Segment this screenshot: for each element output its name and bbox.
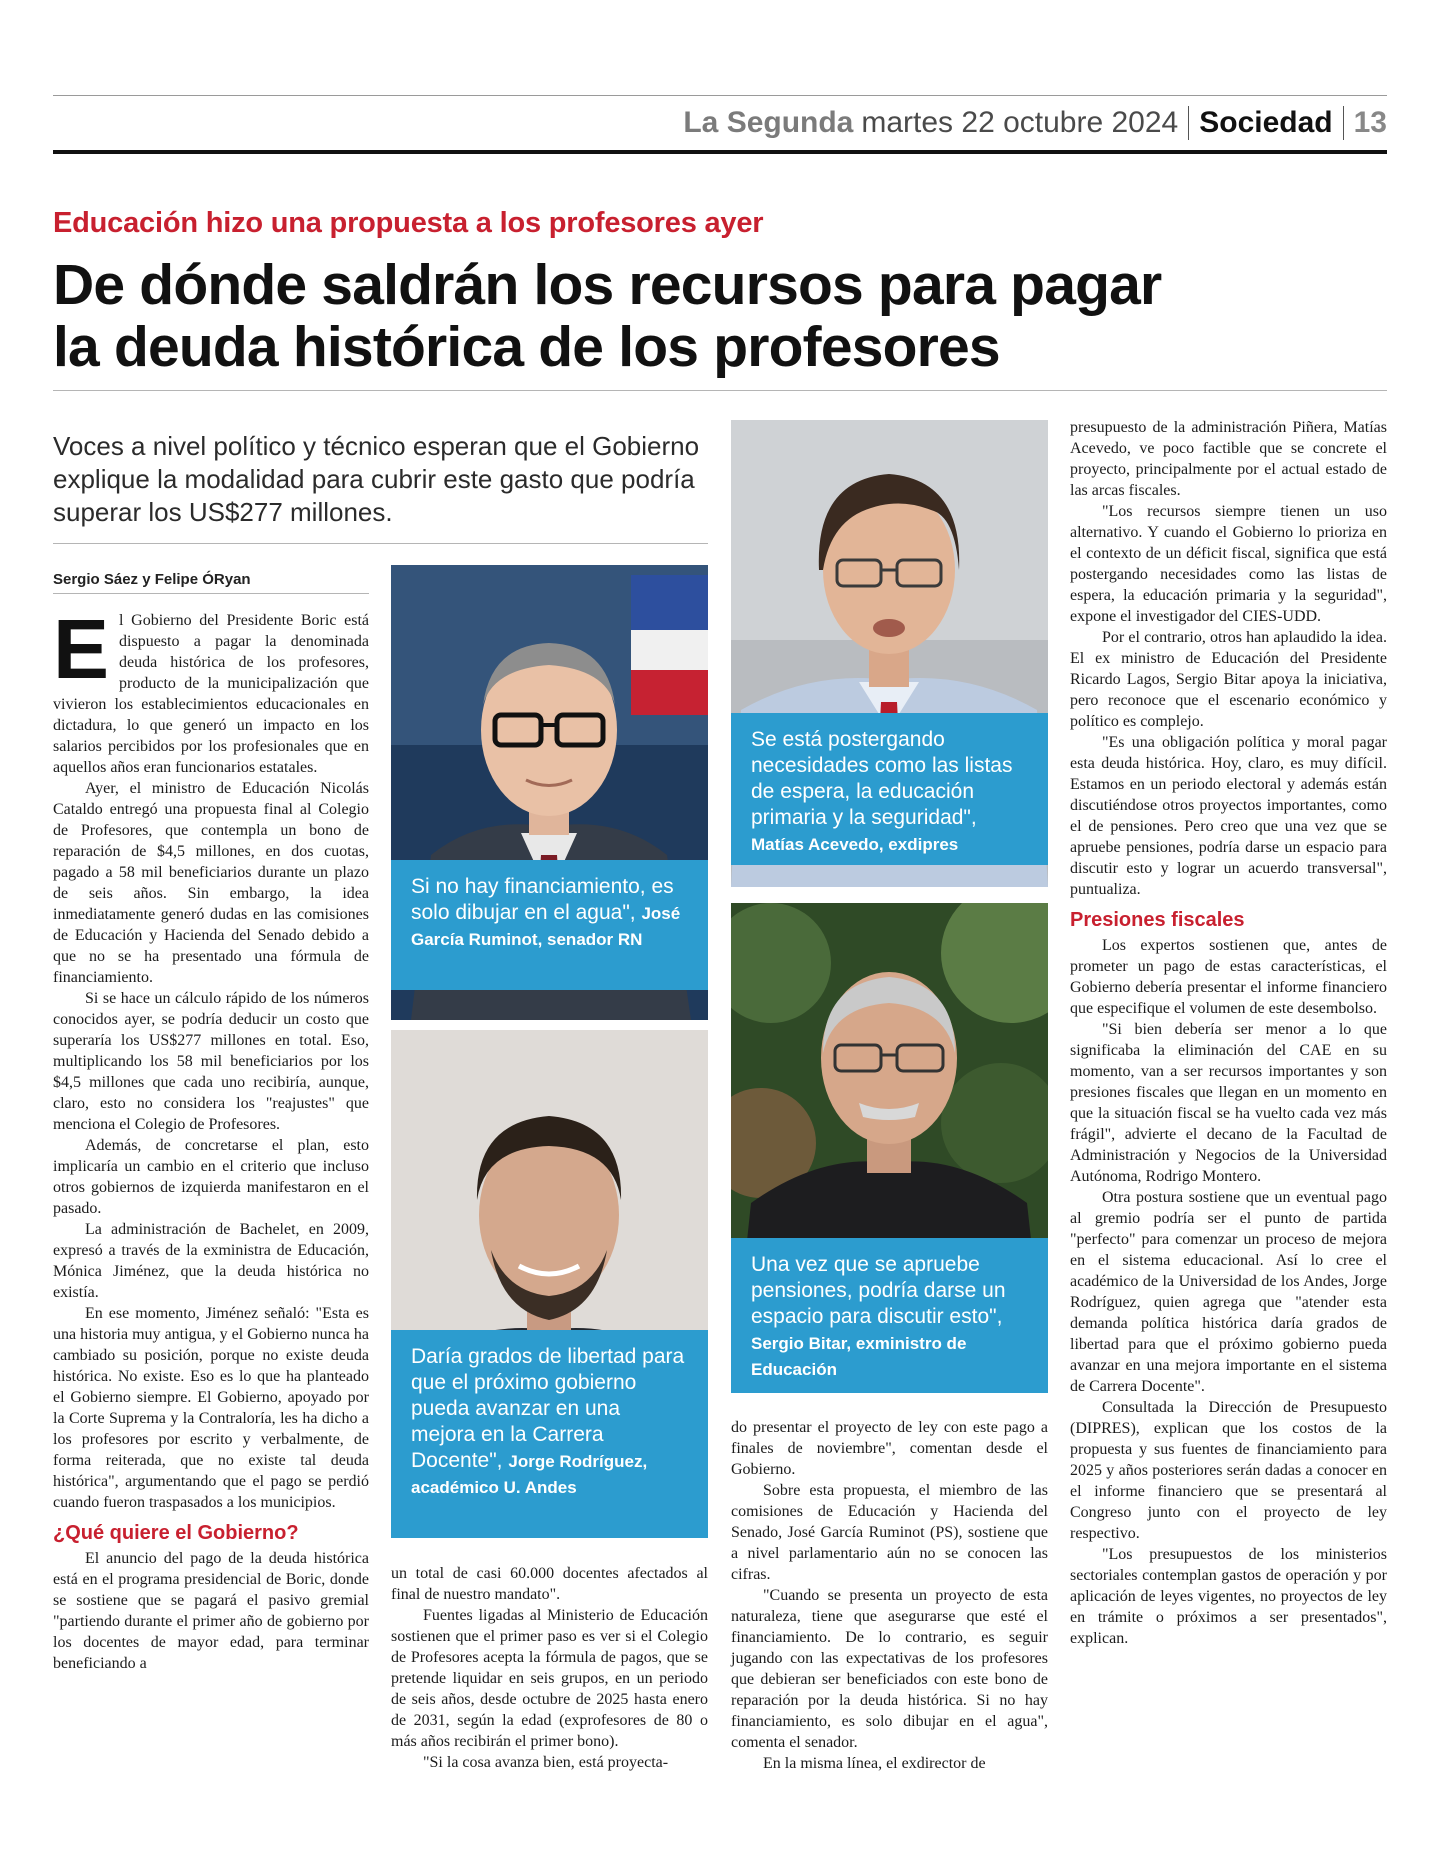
paragraph: En la misma línea, el exdirector de [763,1755,986,1772]
paragraph: Otra postura sostiene que un eventual pago al gremio podría ser el punto de partida "perfecto" para comenzar un proceso de mejora en el sistema educacional. Así lo cree el académico de la Universidad de los Andes, Jorge Rodríguez, quien agrega que "atender esta demanda política histórica daría grados de libertad para que el próximo gobierno pueda avanzar en una mejora importante en el sistema de Carrera Docente". [1070,1189,1387,1395]
photo-jorge-rodriguez [391,1030,708,1538]
masthead-divider [1188,106,1189,140]
deck-rule [53,543,708,544]
masthead-divider [1343,106,1344,140]
paragraph: "Los presupuestos de los ministerios sectoriales contemplan gastos de operación y por aplicación de leyes vigentes, no proyectos de ley en trámite o próximos a ser presentados", explican. [1070,1546,1387,1647]
quote-text: Una vez que se apruebe pensiones, podría darse un espacio para discutir esto", [751,1253,1006,1328]
subhead: ¿Qué quiere el Gobierno? [53,1522,299,1544]
paragraph: Si se hace un cálculo rápido de los números conocidos ayer, se podría deducir un costo que superaría los US$277 millones en total. Eso, multiplicando los 58 mil beneficiarios por los $4,5 millones que cada uno recibiría, aunque, claro, esto no considera los "reajustes" que menciona el Colegio de Profesores. [53,990,369,1133]
column-3 [731,1417,1048,1774]
newspaper-name: La Segunda [683,106,854,139]
kicker: Educación hizo una propuesta a los profesores ayer [53,207,764,239]
byline: Sergio Sáez y Felipe ÓRyan [53,571,251,588]
paragraph: Los expertos sostienen que, antes de prometer un pago de estas características, el Gobierno debería presentar el informe financiero que especifique el volumen de este desembolso. [1070,937,1387,1017]
pull-quote-rodriguez [391,1330,708,1538]
paragraph: Ayer, el ministro de Educación Nicolás Cataldo entregó una propuesta final al Colegio de Profesores, que contempla un bono de reparación de $4,5 millones, en dos cuotas, pagado a 58 mil beneficiarios durante un plazo de seis años. Sin embargo, la idea inmediatamente generó dudas en las comisiones de Educación y Hacienda del Senado debido a que no se ha presentado una fórmula de financiamiento. [53,780,369,986]
quote-attribution: José García Ruminot, senador RN [411,904,681,949]
quote-attribution: Matías Acevedo, exdipres [751,835,959,854]
deck: Voces a nivel político y técnico esperan que el Gobierno explique la modalidad para cubrir este gasto que podría superar los US$277 millones. [53,431,700,527]
paragraph: un total de casi 60.000 docentes afectados al final de nuestro mandato". [391,1565,708,1603]
paragraph: "Cuando se presenta un proyecto de esta naturaleza, tiene que asegurarse que esté el financiamiento. De lo contrario, es seguir jugando con las expectativas de los profesores que debieran ser beneficiados con este bono de reparación por la deuda histórica. Si no hay financiamiento, es solo dibujar en el agua", comenta el senador. [731,1587,1048,1751]
headline [53,254,1353,378]
pull-quote-acevedo [731,713,1048,865]
pull-quote-garcia [391,860,708,990]
subhead: Presiones fiscales [1070,909,1245,931]
section-name: Sociedad [1199,106,1333,139]
paragraph: "Es una obligación política y moral pagar esta deuda histórica. Hoy, claro, es muy difícil. Estamos en un periodo electoral y además están discutiéndose otros proyectos importantes, como el de pensiones. Pero creo que una vez que se apruebe pensiones, podría darse un espacio para discutir esto y lograr un acuerdo transversal", puntualiza. [1070,734,1387,898]
top-rule [53,95,1387,96]
quote-text: Si no hay financiamiento, es solo dibujar en el agua", [411,875,674,924]
photo-matias-acevedo [731,420,1048,887]
masthead-info [683,100,1387,146]
paragraph: do presentar el proyecto de ley con este pago a finales de noviembre", comentan desde el Gobierno. [731,1419,1048,1478]
photo-sergio-bitar [731,903,1048,1393]
headline-rule [53,390,1387,391]
paragraph: El anuncio del pago de la deuda histórica está en el programa presidencial de Boric, donde se sostiene que se pagará el pasivo gremial "partiendo durante el primer año de gobierno por los docentes de mayor edad, para terminar beneficiando a [53,1550,369,1672]
paragraph: En ese momento, Jiménez señaló: "Esta es una historia muy antigua, y el Gobierno nunca ha cambiado su posición, porque no existe deuda histórica. No existe. Eso es lo que ha planteado el Gobierno siempre. El Gobierno, apoyado por la Corte Suprema y la Contraloría, les ha dicho a los profesores por escrito y verbalmente, de forma reiterada, que no existe tal deuda histórica", argumentando que el pago se perdió cuando fueron traspasados a los municipios. [53,1305,369,1511]
masthead-rule [53,150,1387,154]
page-number: 13 [1353,106,1387,139]
quote-text: Daría grados de libertad para que el próximo gobierno pueda avanzar en una mejora en la Carrera Docente", [411,1345,685,1472]
quote-attribution: Sergio Bitar, exministro de Educación [751,1334,967,1379]
column-2 [391,1563,708,1773]
paragraph: presupuesto de la administración Piñera, Matías Acevedo, ve poco factible que se concrete el proyecto, principalmente por el actual estado de las arcas fiscales. [1070,419,1387,499]
lead-paragraph: El Gobierno del Presidente Boric está dispuesto a pagar la denominada deuda histórica de los profesores, producto de la municipalización que vivieron los establecimientos educacionales en dictadura, lo que generó un impacto en los salarios percibidos por los profesionales que en aquellos años eran funcionarios estatales. [53,602,369,776]
headline-line-1: De dónde saldrán los recursos para pagar [53,253,1162,317]
pull-quote-bitar [731,1238,1048,1393]
paragraph: Por el contrario, otros han aplaudido la idea. El ex ministro de Educación del Presidente Ricardo Lagos, Sergio Bitar apoya la iniciativa, pero reconoce que el escenario económico y político es complejo. [1070,629,1387,730]
paragraph: "Si la cosa avanza bien, está proyecta- [423,1754,669,1771]
paragraph: Además, de concretarse el plan, esto implicaría un cambio en el criterio que incluso otros gobiernos de izquierda manifestaron en el pasado. [53,1137,369,1217]
byline-rule [53,593,369,594]
quote-attribution: Jorge Rodríguez, académico U. Andes [411,1452,648,1497]
drop-cap: E [53,602,110,696]
masthead [53,100,1387,146]
column-4 [1070,417,1387,1649]
headline-line-2: la deuda histórica de los profesores [53,315,1000,379]
paragraph: "Si bien debería ser menor a lo que significaba la eliminación del CAE en su momento, van a ser recursos importantes y son presiones fiscales que llegan en un momento en que la situación fiscal se ha vuelto cada vez más frágil", advierte el decano de la Facultad de Administración y Negocios de la Universidad Autónoma, Rodrigo Montero. [1070,1021,1387,1185]
paragraph: Sobre esta propuesta, el miembro de las comisiones de Educación y Hacienda del Senado, José García Ruminot (PS), sostiene que a nivel parlamentario aún no se conocen las cifras. [731,1482,1048,1583]
issue-date: martes 22 octubre 2024 [861,106,1179,139]
paragraph: Fuentes ligadas al Ministerio de Educación sostienen que el primer paso es ver si el Colegio de Profesores acepta la fórmula de pagos, que se pretende liquidar en seis grupos, en un periodo de seis años, desde octubre de 2025 hasta enero de 2031, según la edad (exprofesores de 80 o más años recibirán el primer bono). [391,1607,708,1750]
quote-text: Se está postergando necesidades como las listas de espera, la educación primaria y la seguridad", [751,728,1013,829]
column-1 [53,602,369,1674]
paragraph: La administración de Bachelet, en 2009, expresó a través de la exministra de Educación, Mónica Jiménez, que la deuda histórica no existía. [53,1221,369,1301]
paragraph: Consultada la Dirección de Presupuesto (DIPRES), explican que los costos de la propuesta y sus fuentes de financiamiento para 2025 y años posteriores serán dadas a conocer en el informe financiero que se presentará al Congreso junto con el proyecto de ley respectivo. [1070,1399,1387,1542]
photo-garcia-ruminot [391,565,708,1020]
paragraph: "Los recursos siempre tienen un uso alternativo. Y cuando el Gobierno lo prioriza en el contexto de un déficit fiscal, significa que está postergando necesidades como las listas de espera, la educación primaria y la seguridad", expone el investigador del CIES-UDD. [1070,503,1387,625]
